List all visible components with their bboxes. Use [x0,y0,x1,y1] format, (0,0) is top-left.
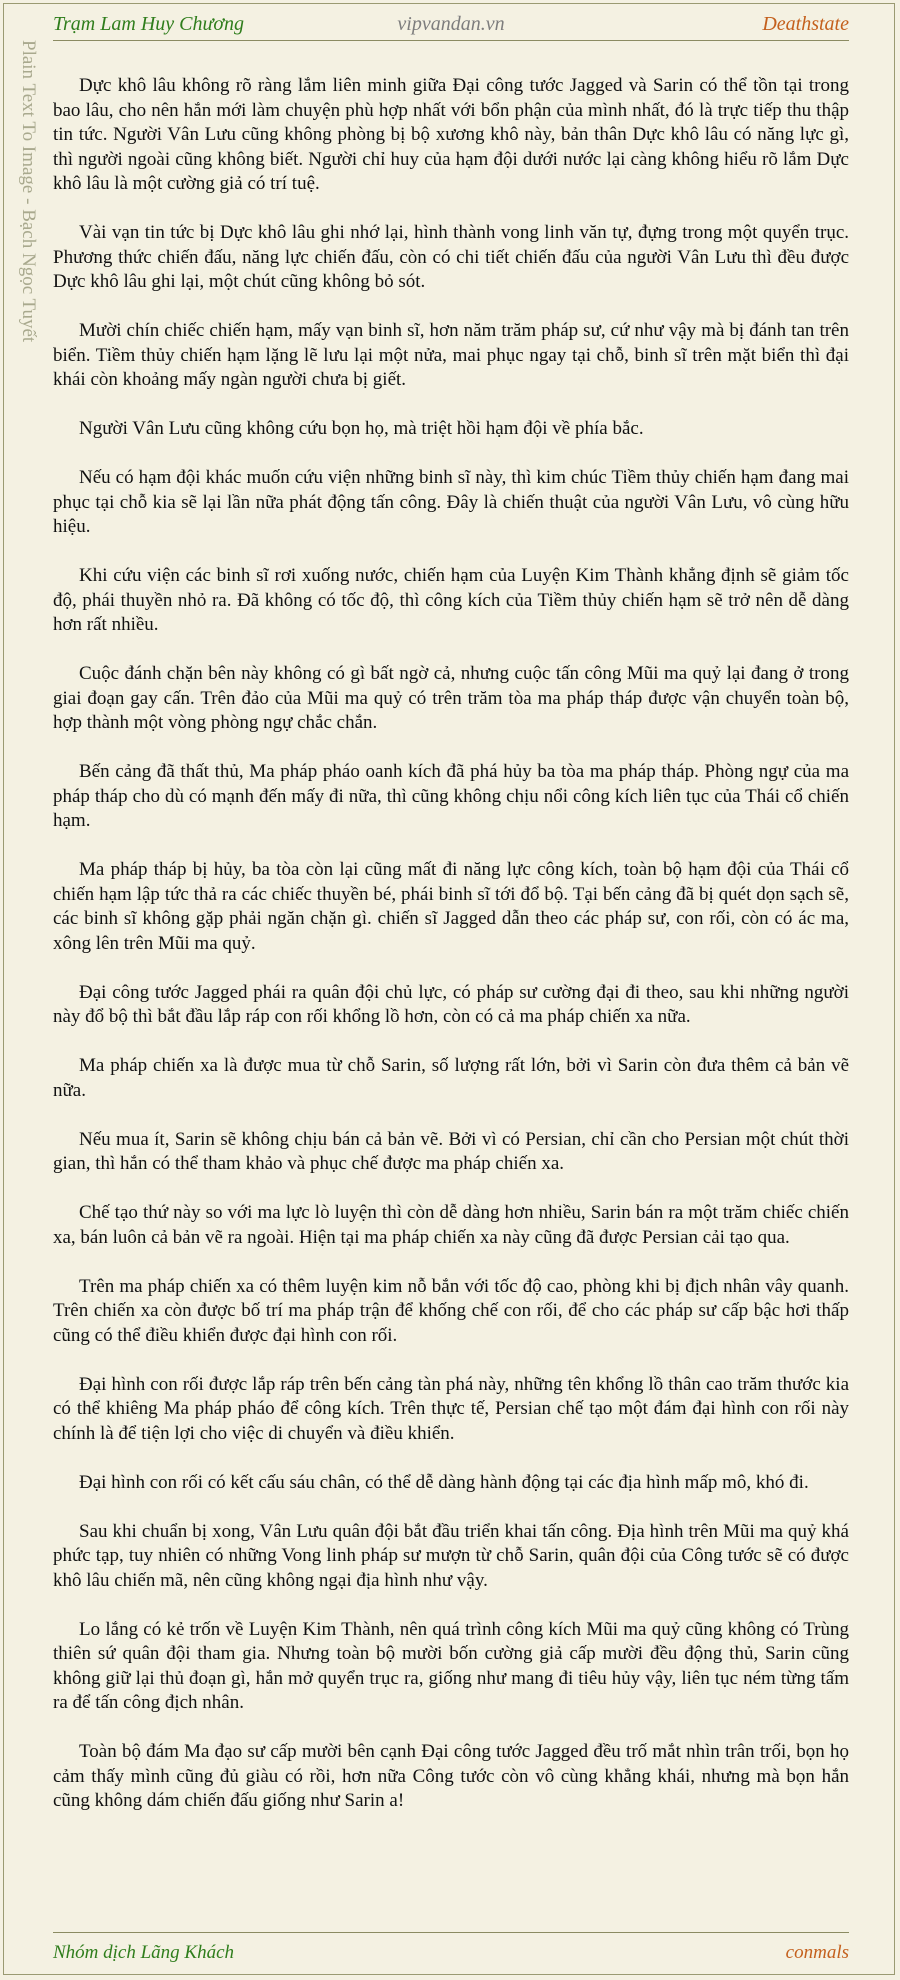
footer-translator: Nhóm dịch Lãng Khách [53,1942,235,1963]
header-site-name: Trạm Lam Huy Chương [53,13,245,35]
paragraph: Sau khi chuẩn bị xong, Vân Lưu quân đội bắt đầu triển khai tấn công. Địa hình trên Mũi ma quỷ khá phức tạp, tuy nhiên có những Vong linh pháp sư mượn từ chỗ Sarin, quân đội của Công tước sẽ có được khô lâu chiến mã, nên cũng không ngại địa hình như vậy. [53,1520,849,1591]
paragraph: Nếu có hạm đội khác muốn cứu viện những binh sĩ này, thì kim chúc Tiềm thủy chiến hạm đang mai phục tại chỗ kia sẽ lại lần nữa phát động tấn công. Đây là chiến thuật của người Vân Lưu, vô cùng hữu hiệu. [53,467,849,537]
side-watermark: Plain Text To Image - Bạch Ngọc Tuyết [18,40,39,343]
paragraph: Toàn bộ đám Ma đạo sư cấp mười bên cạnh Đại công tước Jagged đều trố mắt nhìn trân trối, bọn họ cảm thấy mình cũng đủ giàu có rồi, hơn nữa Công tước còn vô cùng khẳng khái, nhưng mà bọn hắn cũng không dám chiến đấu giống như Sarin a! [53,1741,849,1811]
paragraph: Bến cảng đã thất thủ, Ma pháp pháo oanh kích đã phá hủy ba tòa ma pháp tháp. Phòng ngự của ma pháp tháp cho dù có mạnh đến mấy đi nữa, thì cũng không chịu nổi công kích liên tục của Thái cổ chiến hạm. [53,761,849,831]
paragraph: Chế tạo thứ này so với ma lực lò luyện thì còn dễ dàng hơn nhiều, Sarin bán ra một trăm chiếc chiến xa, bán luôn cả bản vẽ ra ngoài. Hiện tại ma pháp chiến xa này cũng đã được Persian cải tạo qua. [53,1202,849,1248]
footer-editor: conmals [785,1942,849,1963]
footer-divider [53,1932,849,1933]
header-divider [53,40,849,41]
chapter-body [53,74,849,1838]
paragraph: Người Vân Lưu cũng không cứu bọn họ, mà triệt hồi hạm đội về phía bắc. [79,418,644,439]
paragraph: Nếu mua ít, Sarin sẽ không chịu bán cả bản vẽ. Bởi vì có Persian, chỉ cần cho Persian một chút thời gian, thì hắn có thể tham khảo và phục chế được ma pháp chiến xa. [53,1128,849,1174]
paragraph: Đại hình con rối có kết cấu sáu chân, có thể dễ dàng hành động tại các địa hình mấp mô, khó đi. [79,1471,809,1493]
paragraph: Đại hình con rối được lắp ráp trên bến cảng tàn phá này, những tên khổng lồ thân cao trăm thước kia có thể khiêng Ma pháp pháo để công kích. Trên thực tế, Persian chế tạo một đám đại hình con rối này chính là để tiện lợi cho việc di chuyển và điều khiển. [53,1373,849,1444]
paragraph: Trên ma pháp chiến xa có thêm luyện kim nỗ bắn với tốc độ cao, phòng khi bị địch nhân vây quanh. Trên chiến xa còn được bố trí ma pháp trận để khống chế con rối, để cho các pháp sư cấp bậc hơi thấp cũng có thể điều khiển được đại hình con rối. [53,1275,849,1346]
page-footer [53,1940,849,1966]
paragraph: Dực khô lâu không rõ ràng lắm liên minh giữa Đại công tước Jagged và Sarin có thể tồn tại trong bao lâu, cho nên hắn mới làm chuyện phù hợp nhất với bổn phận của mình nhất, đó là trực tiếp thu thập tin tức. Người Vân Lưu cũng không phòng bị bộ xương khô này, bản thân Dực khô lâu có năng lực gì, thì người ngoài cũng không biết. Người chỉ huy của hạm đội dưới nước lại càng không hiểu rõ lắm Dực khô lâu là một cường giả có trí tuệ. [53,75,849,194]
paragraph: Cuộc đánh chặn bên này không có gì bất ngờ cả, nhưng cuộc tấn công Mũi ma quỷ lại đang ở trong giai đoạn gay cấn. Trên đảo của Mũi ma quỷ có trên trăm tòa ma pháp tháp được vận chuyển toàn bộ, hợp thành một vòng phòng ngự chắc chắn. [53,663,849,733]
page-header [53,10,849,38]
paragraph: Đại công tước Jagged phái ra quân đội chủ lực, có pháp sư cường đại đi theo, sau khi những người này đổ bộ thì bắt đầu lắp ráp con rối khổng lồ hơn, còn có cả ma pháp chiến xa nữa. [53,981,849,1027]
paragraph: Ma pháp tháp bị hủy, ba tòa còn lại cũng mất đi năng lực công kích, toàn bộ hạm đội của Thái cổ chiến hạm lập tức thả ra các chiếc thuyền bé, phái binh sĩ tới đổ bộ. Tại bến cảng đã bị quét dọn sạch sẽ, các binh sĩ không gặp phải ngăn chặn gì. chiến sĩ Jagged dẫn theo các pháp sư, con rối, còn có ác ma, xông lên trên Mũi ma quỷ. [53,859,849,954]
header-uploader: Deathstate [762,13,849,35]
header-website: vipvandan.vn [397,13,505,35]
paragraph: Lo lắng có kẻ trốn về Luyện Kim Thành, nên quá trình công kích Mũi ma quỷ cũng không có Trùng thiên sứ quân đội tham gia. Nhưng toàn bộ mười bốn cường giả cấp mười đều động thủ, Sarin cũng không giữ lại thủ đoạn gì, hắn mở quyển trục ra, giống như mang đi tiêu hủy vậy, liên tục ném từng tấm ra để tấn công địch nhân. [53,1618,849,1713]
paragraph: Mười chín chiếc chiến hạm, mấy vạn binh sĩ, hơn năm trăm pháp sư, cứ như vậy mà bị đánh tan trên biển. Tiềm thủy chiến hạm lặng lẽ lưu lại một nửa, mai phục ngay tại chỗ, binh sĩ trên mặt biển thì đại khái còn khoảng mấy ngàn người chưa bị giết. [53,320,849,390]
paragraph: Vài vạn tin tức bị Dực khô lâu ghi nhớ lại, hình thành vong linh văn tự, đựng trong một quyển trục. Phương thức chiến đấu, năng lực chiến đấu, còn có chi tiết chiến đấu của người Vân Lưu thì đều được Dực khô lâu ghi lại, một chút cũng không bỏ sót. [53,222,849,292]
paragraph: Khi cứu viện các binh sĩ rơi xuống nước, chiến hạm của Luyện Kim Thành khẳng định sẽ giảm tốc độ, phái thuyền nhỏ ra. Đã không có tốc độ, thì công kích của Tiềm thủy chiến hạm sẽ trở nên dễ dàng hơn rất nhiều. [53,565,849,635]
paragraph: Ma pháp chiến xa là được mua từ chỗ Sarin, số lượng rất lớn, bởi vì Sarin còn đưa thêm cả bản vẽ nữa. [53,1055,849,1101]
